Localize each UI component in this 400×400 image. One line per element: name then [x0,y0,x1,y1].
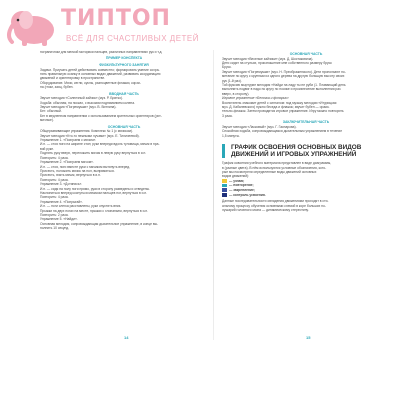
page-number-left: 14 [124,334,129,340]
text-line: рые мы посмотрели определенные виды движений основных [222,169,317,174]
section-heading: ФИЗКУЛЬТУРНОГО ЗАНЯТИЯ [99,63,149,67]
text-line: Оборудование. Мячи, кегли, куклы, разноцветные флажки, корзи- [40,80,141,85]
text-line: Звучит мелодия «Ласковый» (муз. Г. Гаспарова). [222,124,297,129]
text-line: Присесть, положить мячик на пол, выпрямиться. [40,168,115,173]
text-line: вой руке. [40,146,54,151]
text-line: Той фуксию мыртурие мелодия «Найди на ладу ты не руби (1. Плавающий день [222,83,346,88]
text-line: Звучит мелодия «Погремушки» (муз. В. Витлина). [40,105,117,110]
text-line: Повторить: 4 раза. [40,195,69,200]
text-line: Упражнение 4. «Попрыгай». [40,199,83,204]
text-line: мичные). [40,118,54,123]
text-line: Дети сидят на стульях, произношение мне собственного размеру бруск [222,61,332,65]
page-number-right: 15 [306,334,311,340]
text-line: Общеразвивающие упражнения. Комплекс № 1 (с мячиком). [40,129,133,134]
legend-label: — узнаю; [229,178,245,183]
chart-section-heading: ГРАФИК ОСВОЕНИЯ ОСНОВНЫХ ВИДОВ ДВИЖЕНИЙ И ИГРОВЫХ УПРАЖНЕНИЙ [222,144,390,158]
text-line: Повторить: 2 раза. [40,212,69,217]
text-line: на (гном, заяц, бубен. [40,85,74,90]
text-line: Упражнение 2. «Поиграем мячом». [40,160,94,165]
elephant-icon [6,6,58,48]
text-line: тельно-флажок. Затем проводится игровое упражнение. Игру можно повторить [222,109,344,114]
text-line: альному процессу обучения основными схемой в коре больших по- [222,203,326,208]
text-line: Воспитатель знакомит детей с сигналом: под музыку мелодии «Итурицкая [222,100,337,105]
text-line: Повторить: 4 раза. [40,177,69,182]
text-line: 3 раза. [222,113,233,118]
legend-swatch [222,188,227,192]
text-line: Упражнение 5. «Найди». [40,217,78,222]
text-line: полнить 10 секунд. [40,226,70,231]
text-line: И.п. — ноги слегка расставлены, руки опустить вниз. [40,204,122,209]
text-line: Звучит мелодия «Погремушки» (муз. Н. Преображенского). Дети проползают по- [222,69,346,74]
text-line: движений и ориентировку в пространстве. [40,76,106,81]
text-line: пограничном для мелкой моторики пальцев, различных направлениях рук и т.д. [40,50,163,54]
section-heading: ОСНОВНАЯ ЧАСТЬ [289,52,323,56]
legend [222,179,390,197]
page-fold [213,50,214,340]
text-line: Бег в медленном направлении с использованием зрительных ориентиров (рит- [40,113,162,118]
text-line: Звучит мелодия «Кто-то нежными лучами» (муз. Е. Тиличеевой). [40,133,140,138]
section-heading: ЗАКЛЮЧИТЕЛЬНАЯ ЧАСТЬ [282,120,330,125]
text-line: Бруск. [222,65,232,70]
left-page-text [40,50,208,231]
text-line: 1,5 минуты. [222,133,240,138]
text-line: Повторить: 4 раза. [40,155,69,160]
legend-swatch [222,179,227,183]
brand-tagline: ВСЁ ДЛЯ СЧАСТЛИВЫХ ДЕТЕЙ [66,34,200,43]
text-line: рук (1-й раз). [222,78,242,83]
legend-swatch [222,193,227,197]
legend-label: — контроль усвоения. [229,192,266,197]
text-line: выполнить подвиг в надо по кругу по носике и произнесение выполнения раз [222,87,341,92]
text-line: Поднять руку вверх, переложить мячик в левую руку вернуться в и.п. [40,151,147,156]
text-line: И.п. — сидя на полу ноги прямо, руки в сторону разведены и отведены. [40,186,150,191]
legend-label: — повторение; [229,183,254,188]
text-line: метание по кругу с крупным из одного дерева на другую большую высоту своих [222,74,345,79]
right-page [222,50,390,340]
right-page-text [222,52,390,138]
brand-name: ТИПТОП [61,6,171,31]
legend-label: — закрепление; [229,188,255,192]
text-line: Звучит мелодия «Солнечный зайчик» (муз. Р. Бритко). [40,96,124,101]
section-heading: ВВОДНАЯ ЧАСТЬ [109,91,139,96]
text-line: Игровое упражнение «Белочка и фонарик» [222,96,289,101]
text-line: Основная мелодия, сопровождающая дыхательное упражнение, в конце вы- [40,221,159,226]
text-line: Задачи. Приучать детей действовать совместно; формировать умение сохра- [40,67,160,72]
text-line: Ходьба: обычная, на носках, с высоким подниманием колена. [40,100,135,105]
book-spread [40,50,390,340]
section-heading: ПРИМЕР КОНСПЕКТА [105,56,143,61]
text-line: Упражнение 3. «Дотянись». [40,182,83,187]
text-line: Звучит мелодия «Веселые зайчики» (муз. Д. Шостаковича). [222,56,314,61]
section-heading: ОСНОВНАЯ ЧАСТЬ [107,124,141,129]
text-line: муз. Д. Кабалевского) нужно беседа и флажок; звучит бубен — ораки- [222,105,330,110]
text-line: И.п. — стоя ноги на ширине стоп; руки впереди вдоль туловища, мячик в пра- [40,142,160,147]
text-line: Бег: обычный. [40,109,62,114]
left-page [40,50,208,340]
text-line: График освоения учебного материала представлен в виде диаграммы, [222,161,332,166]
text-line: нять правильную осанку в основных видах движений, развивать координацию [40,72,161,76]
text-line: в (разные цвета). В нём используются условные обозначения, кото- [222,165,327,170]
text-line: И.п. — стоя, ноги вместе руки с мячиком вытянуть вперед. [40,164,131,169]
section-intro [222,161,390,179]
legend-swatch [222,184,227,188]
text-line: Упражнение 1. «Поиграем с мячом». [40,138,97,143]
text-line: Прыжки на двух ногах на месте, прыжки с хлопаньем, вернуться в и.п. [40,208,149,213]
text-line: вверх, в сторону). [222,91,250,96]
text-line: Наклониться вперед коснуться мячиком пальцев ног, вернуться в и.п. [40,190,148,195]
text-line: лушарий головного мозга — динамическому стереотипу. [222,207,309,212]
text-line: Спокойная ходьба, сопровождающаяся дыхательным упражнением в течение [222,129,343,134]
section-outro [222,199,390,212]
text-line: видов движений): [222,174,250,179]
brand-logo [6,4,200,48]
text-line: Присесть, взять мячик, вернуться в и.п. [40,173,101,178]
legend-item [222,193,390,198]
text-line: Данные последовательности овладения движениями проходят в сти- [222,199,329,204]
